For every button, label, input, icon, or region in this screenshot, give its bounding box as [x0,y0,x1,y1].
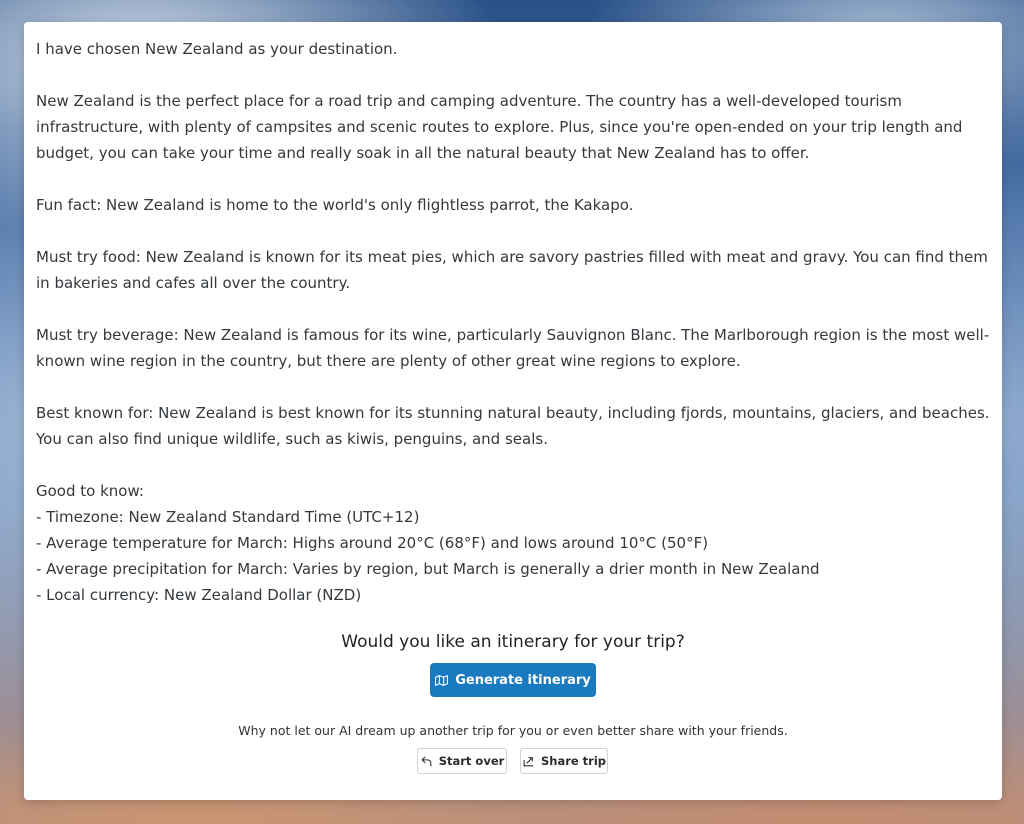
start-over-button[interactable] [417,748,507,774]
trip-result-card [24,22,1002,800]
good-to-know-item: - Local currency: New Zealand Dollar (NZD) [36,586,362,604]
undo-arrow-icon [420,755,433,768]
good-to-know-item: - Timezone: New Zealand Standard Time (UTC+12) [36,508,420,526]
start-over-label: Start over [438,754,505,768]
must-try-beverage-text: Must try beverage: New Zealand is famous for its wine, particularly Sauvignon Blanc. The Marlborough region is the most well-known wine region in the country, but there are plenty of other great wine regions to explore. [36,326,990,370]
share-icon [522,755,535,768]
itinerary-question: Would you like an itinerary for your trip? [341,632,685,652]
fun-fact-text: Fun fact: New Zealand is home to the world's only flightless parrot, the Kakapo. [36,196,634,214]
share-trip-button[interactable] [520,748,608,774]
must-try-food-text: Must try food: New Zealand is known for its meat pies, which are savory pastries filled with meat and gravy. You can find them in bakeries and cafes all over the country. [36,248,988,292]
footer-prompt: Why not let our AI dream up another trip for you or even better share with your friends. [238,723,788,738]
best-known-for-text: Best known for: New Zealand is best known for its stunning natural beauty, including fjords, mountains, glaciers, and beaches. You can also find unique wildlife, such as kiwis, penguins, and seals. [36,404,990,448]
map-icon [435,674,448,687]
generate-itinerary-label: Generate itinerary [455,672,591,688]
share-trip-label: Share trip [540,754,607,768]
good-to-know-item: - Average precipitation for March: Varies by region, but March is generally a drier month in New Zealand [36,560,820,578]
good-to-know-item: - Average temperature for March: Highs around 20°C (68°F) and lows around 10°C (50°F) [36,534,709,552]
good-to-know-heading: Good to know: [36,482,144,500]
intro-text: I have chosen New Zealand as your destination. [36,40,398,58]
trip-description [36,36,990,608]
description-text: New Zealand is the perfect place for a road trip and camping adventure. The country has a well-developed tourism infrastructure, with plenty of campsites and scenic routes to explore. Plus, since you're open-ended on your trip length and budget, you can take your time and really soak in all the natural beauty that New Zealand has to offer. [36,92,963,162]
generate-itinerary-button[interactable] [430,663,596,697]
